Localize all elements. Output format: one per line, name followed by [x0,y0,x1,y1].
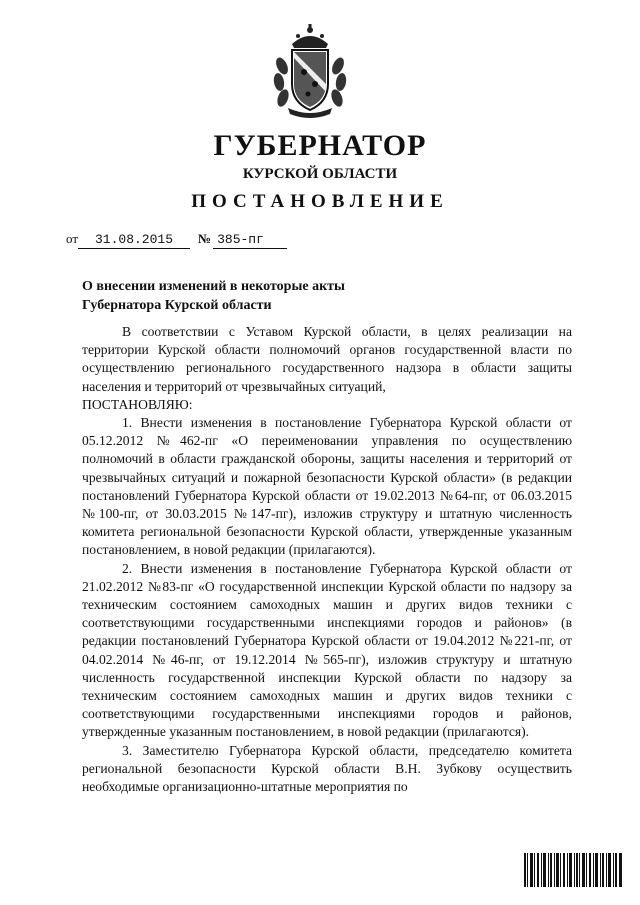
subject-line-2: Губернатора Курской области [82,298,272,313]
paragraph-resolve: ПОСТАНОВЛЯЮ: [82,396,193,412]
coat-of-arms-emblem [270,22,350,118]
document-subject [82,277,345,315]
paragraph-preamble: В соответствии с Уставом Курской области, в целях реализации на территории Курской области полномочий органов государственной власти по осуществлению регионального государственного надзора в области защиты населения и территорий от чрезвычайных ситуаций, [82,324,572,394]
document-date: 31.08.2015 [78,232,190,249]
from-label: от [66,231,79,246]
paragraph-item-1: 1. Внести изменения в постановление Губернатора Курской области от 05.12.2012 №462-пг «О переименовании управления по осуществлению полномочий в области гражданской обороны, защиты населения и территорий от чрезвычайных ситуаций и пожарной безопасности Курской области» (в редакции постановлений Губернатора Курской области от 19.02.2013 №64-пг, от 06.03.2015 №100-пг, от 30.03.2015 №147-пг), изложив структуру и штатную численность комитета региональной безопасности Курской области, утвержденные указанным постановлением, в новой редакции (прилагаются). [82,415,572,558]
region-subtitle: КУРСКОЙ ОБЛАСТИ [242,166,398,182]
paragraph-item-2: 2. Внести изменения в постановление Губернатора Курской области от 21.02.2012 №83-пг «О государственной инспекции Курской области по надзору за техническим состоянием самоходных машин и других видов техники с соответствующими государственными инспекциями городов и районов» (в редакции постановлений Губернатора Курской области от 19.04.2012 №221-пг, от 04.02.2014 №46-пг, от 19.12.2014 №565-пг), изложив структуру и штатную численность государственной инспекции Курской области по надзору за техническим состоянием самоходных машин и других видов техники с соответствующими государственными инспекциями городов и районов, утвержденные указанным постановлением, в новой редакции (прилагаются). [82,560,572,740]
paragraph-item-3: 3. Заместителю Губернатора Курской области, председателю комитета региональной безопасности Курской области В.Н. Зубкову осуществить необходимые организационно-штатные мероприятия по [82,742,572,795]
date-number-line [66,231,287,249]
subject-line-1: О внесении изменений в некоторые акты [82,279,345,294]
barcode [524,853,622,887]
document-number: 385-пг [213,232,287,249]
document-type: ПОСТАНОВЛЕНИЕ [191,191,449,212]
number-sign: № [198,231,212,246]
page-title: ГУБЕРНАТОР [213,129,427,162]
document-body [82,323,572,796]
